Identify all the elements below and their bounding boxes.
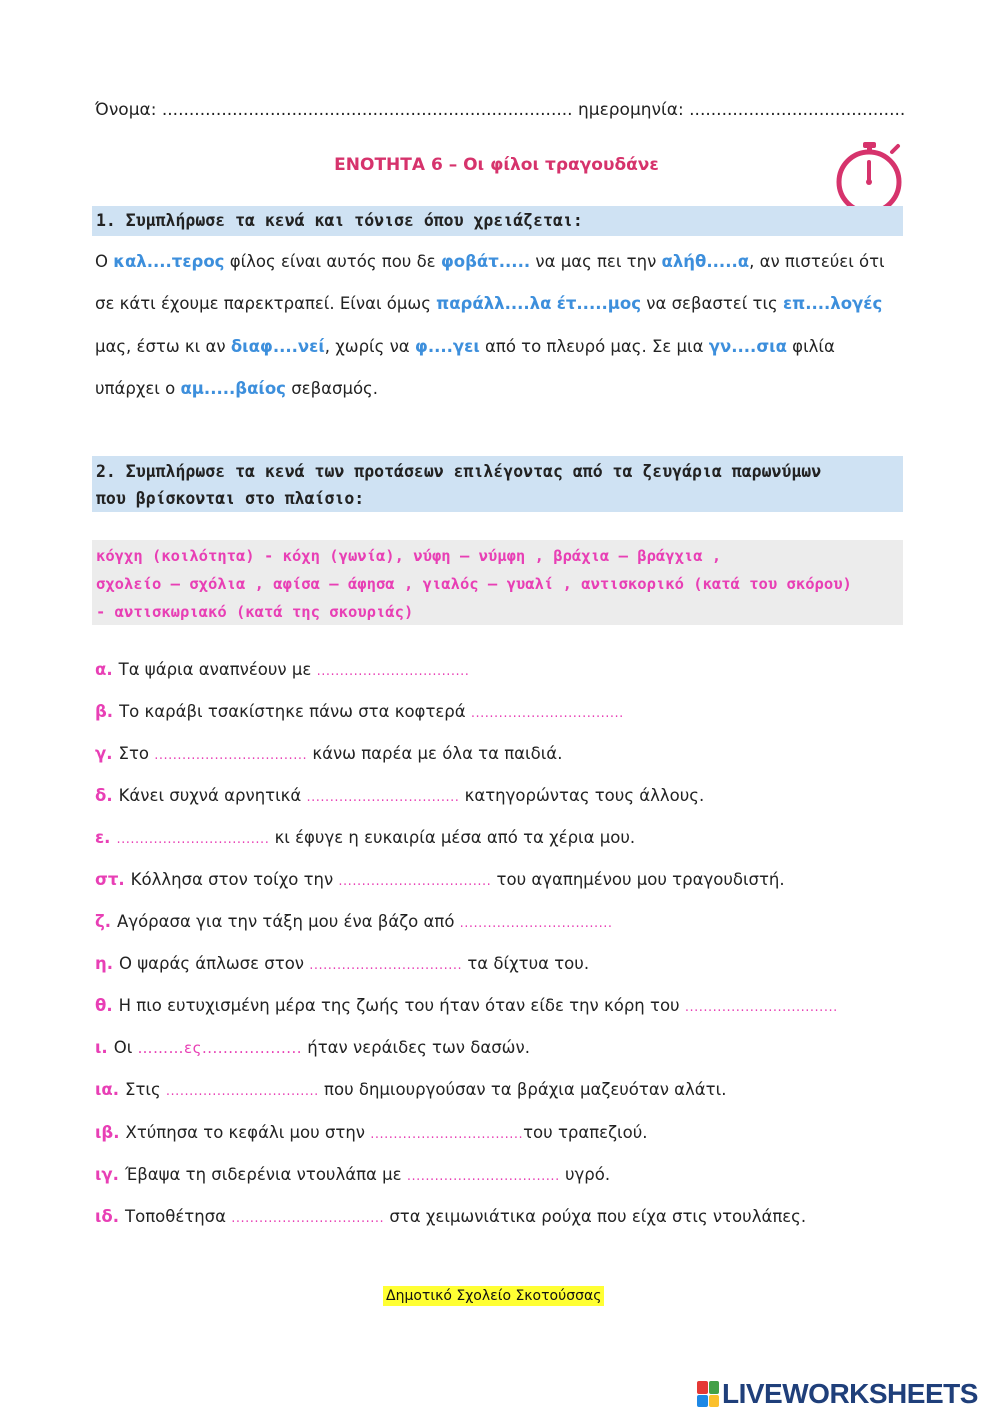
unit-title: ΕΝΟΤΗΤΑ 6 – Οι φίλοι τραγουδάνε: [334, 155, 659, 175]
name-label: Όνομα:: [95, 100, 157, 120]
question-text: τα δίχτυα του.: [462, 954, 590, 973]
question-text: Κάνει συχνά αρνητικά: [118, 786, 307, 805]
section1-heading: 1. Συμπλήρωσε τα κενά και τόνισε όπου χρειάζεται:: [96, 211, 583, 230]
question-label: β.: [95, 702, 114, 721]
section2-heading-band: [92, 456, 903, 512]
answer-blank[interactable]: .................................: [165, 1084, 319, 1099]
blank-word[interactable]: φ....γει: [414, 337, 480, 356]
question-label: ζ.: [95, 912, 112, 931]
word-pairs-line1: κόγχη (κοιλότητα) - κόχη (γωνία), νύφη – νύμφη , βράχια – βράγχια ,: [96, 547, 722, 565]
question-label: ια.: [95, 1080, 120, 1099]
text: σεβασμός.: [285, 379, 378, 398]
blank-word[interactable]: αλήθ.....α: [661, 252, 750, 271]
liveworksheets-icon: [697, 1381, 719, 1407]
question-text: Ο ψαράς άπλωσε στον: [119, 954, 310, 973]
question-i: [95, 1038, 530, 1057]
question-h: [95, 954, 589, 973]
school-footer: Δημοτικό Σχολείο Σκοτούσσας: [383, 1286, 604, 1306]
blank-word[interactable]: έτ.....μος: [556, 294, 642, 313]
question-b: [95, 702, 624, 721]
question-text: Το καράβι τσακίστηκε πάνω στα κοφτερά: [119, 702, 471, 721]
answer-blank[interactable]: .................................: [459, 916, 613, 931]
question-text: κι έφυγε η ευκαιρία μέσα από τα χέρια μου.: [269, 828, 636, 847]
name-field[interactable]: ............................................................................: [161, 100, 573, 120]
question-text: στα χειμωνιάτικα ρούχα που είχα στις ντουλάπες.: [384, 1207, 807, 1226]
blank-word[interactable]: φοβάτ.....: [440, 252, 531, 271]
question-label: θ.: [95, 996, 113, 1015]
question-text: Τα ψάρια αναπνέουν με: [118, 660, 317, 679]
question-e: [95, 828, 635, 847]
liveworksheets-logo: [697, 1378, 978, 1410]
section1-line-3: [95, 337, 835, 356]
answer-blank[interactable]: ………ες...................: [137, 1039, 303, 1057]
answer-blank[interactable]: .................................: [338, 874, 492, 889]
question-label: γ.: [95, 744, 113, 763]
question-ig: [95, 1165, 610, 1184]
answer-blank[interactable]: .................................: [154, 748, 308, 763]
question-ib: [95, 1123, 648, 1142]
word-pairs-line2: σχολείο – σχόλια , αφίσα – άφησα , γιαλός – γυαλί , αντισκορικό (κατά του σκόρου): [96, 575, 852, 593]
question-text: κάνω παρέα με όλα τα παιδιά.: [307, 744, 563, 763]
answer-blank[interactable]: .................................: [309, 958, 463, 973]
question-text: Χτύπησα το κεφάλι μου στην: [125, 1123, 371, 1142]
question-d: [95, 786, 704, 805]
text: , χωρίς να: [324, 337, 415, 356]
question-text: ήταν νεράιδες των δασών.: [302, 1038, 530, 1057]
question-text: Η πιο ευτυχισμένη μέρα της ζωής του ήταν όταν είδε την κόρη του: [118, 996, 685, 1015]
answer-blank[interactable]: .................................: [406, 1169, 560, 1184]
question-label: α.: [95, 660, 113, 679]
section1-line-4: [95, 379, 378, 398]
question-id: [95, 1207, 806, 1226]
question-text: Οι: [113, 1038, 138, 1057]
word-pairs-box: [92, 540, 903, 625]
answer-blank[interactable]: .................................: [231, 1211, 385, 1226]
question-text: Στο: [118, 744, 155, 763]
question-g: [95, 744, 562, 763]
question-label: δ.: [95, 786, 113, 805]
question-text: Κόλλησα στον τοίχο την: [130, 870, 339, 889]
question-z: [95, 912, 613, 931]
answer-blank[interactable]: .................................: [370, 1127, 524, 1142]
question-text: Έβαψα τη σιδερένια ντουλάπα με: [124, 1165, 407, 1184]
question-ia: [95, 1080, 726, 1099]
answer-blank[interactable]: .................................: [306, 790, 460, 805]
section2-heading-line2: που βρίσκονται στο πλαίσιο:: [96, 489, 365, 508]
question-label: ε.: [95, 828, 111, 847]
text: Ο: [95, 252, 114, 271]
blank-word[interactable]: αμ.....βαίος: [180, 379, 286, 398]
question-text: Στις: [125, 1080, 166, 1099]
blank-word[interactable]: γν....σια: [708, 337, 787, 356]
section1-line-1: [95, 252, 885, 271]
word-pairs-line3: - αντισκωριακό (κατά της σκουριάς): [96, 603, 414, 621]
question-st: [95, 870, 785, 889]
name-date-line: [95, 100, 905, 120]
question-text: του αγαπημένου μου τραγουδιστή.: [491, 870, 785, 889]
question-th: [95, 996, 838, 1015]
question-text: κατηγορώντας τους άλλους.: [459, 786, 705, 805]
question-label: η.: [95, 954, 114, 973]
answer-blank[interactable]: .................................: [470, 706, 624, 721]
stopwatch-icon: [832, 140, 907, 215]
brand-name: LIVEWORKSHEETS: [722, 1378, 978, 1409]
question-text: Τοποθέτησα: [125, 1207, 232, 1226]
text: σε κάτι έχουμε παρεκτραπεί. Είναι όμως: [95, 294, 437, 313]
question-text: του τραπεζιού.: [523, 1123, 648, 1142]
text: μας, έστω κι αν: [95, 337, 231, 356]
text: φιλία: [786, 337, 835, 356]
answer-blank[interactable]: .................................: [684, 1000, 838, 1015]
blank-word[interactable]: διαφ....νεί: [230, 337, 325, 356]
question-a: [95, 660, 469, 679]
blank-word[interactable]: επ....λογές: [782, 294, 883, 313]
section1-heading-band: [92, 206, 903, 236]
blank-word[interactable]: παράλλ....λα: [436, 294, 552, 313]
text: υπάρχει ο: [95, 379, 181, 398]
answer-blank[interactable]: .................................: [316, 664, 470, 679]
text: , αν πιστεύει ότι: [749, 252, 885, 271]
question-label: στ.: [95, 870, 125, 889]
question-label: ιγ.: [95, 1165, 119, 1184]
blank-word[interactable]: καλ....τερος: [113, 252, 225, 271]
date-field[interactable]: ........................................: [689, 100, 906, 120]
text: να σεβαστεί τις: [641, 294, 783, 313]
question-text: υγρό.: [559, 1165, 611, 1184]
section2-heading-line1: 2. Συμπλήρωσε τα κενά των προτάσεων επιλέγοντας από τα ζευγάρια παρωνύμων: [96, 462, 822, 481]
question-label: ιβ.: [95, 1123, 120, 1142]
text: φίλος είναι αυτός που δε: [224, 252, 441, 271]
question-text: Αγόρασα για την τάξη μου ένα βάζο από: [117, 912, 460, 931]
date-label: ημερομηνία:: [577, 100, 684, 120]
text: να μας πει την: [530, 252, 662, 271]
answer-blank[interactable]: .................................: [116, 832, 270, 847]
question-text: που δημιουργούσαν τα βράχια μαζευόταν αλάτι.: [318, 1080, 727, 1099]
section1-line-2: [95, 294, 882, 313]
text: από το πλευρό μας. Σε μια: [479, 337, 709, 356]
question-label: ιδ.: [95, 1207, 120, 1226]
question-label: ι.: [95, 1038, 108, 1057]
